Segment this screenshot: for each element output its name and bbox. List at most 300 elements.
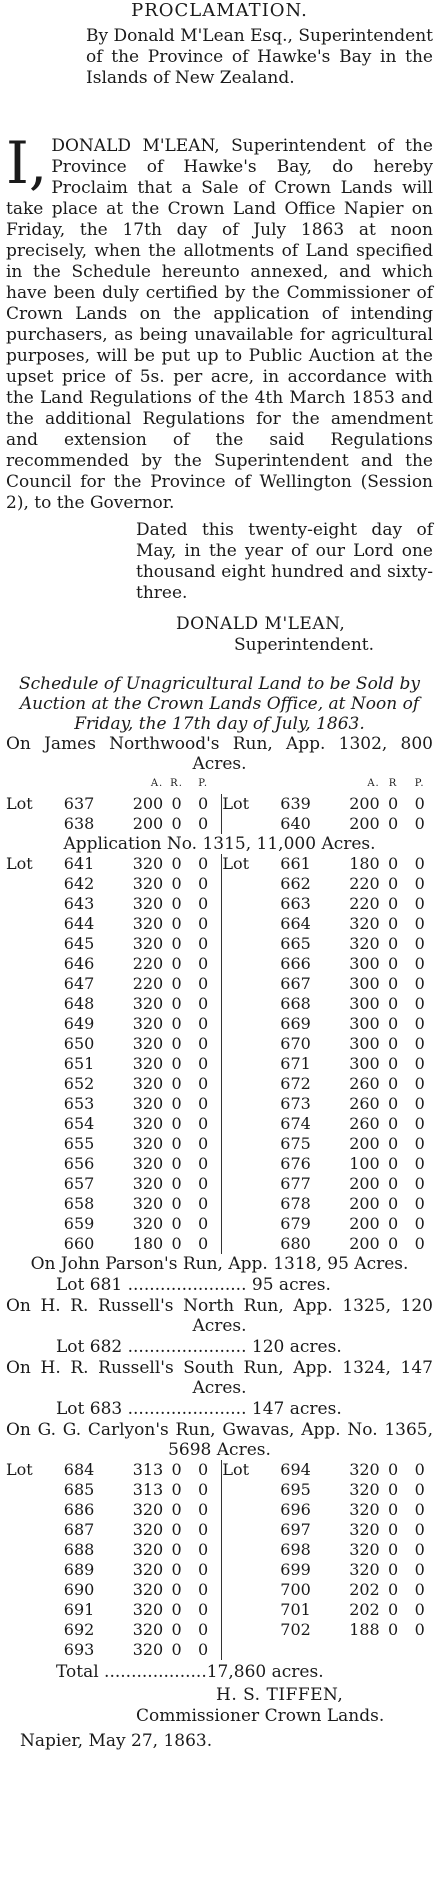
perches-value: 0 (198, 1640, 209, 1659)
table-row (6, 1600, 433, 1620)
perches-value: 0 (198, 1560, 209, 1579)
lot-number: 673 (280, 1094, 311, 1113)
page-title: PROCLAMATION. (131, 0, 308, 21)
perches-value: 0 (198, 1194, 209, 1213)
lot-number: 674 (280, 1114, 311, 1133)
roods-value: 0 (171, 1154, 182, 1173)
roods-value: 0 (387, 1234, 399, 1253)
lot-label (222, 874, 261, 894)
lot-number: 662 (280, 874, 311, 893)
roods-value: 0 (171, 1034, 182, 1053)
perches-value: 0 (414, 1580, 425, 1599)
perches-value: 0 (198, 1234, 209, 1253)
empty-cell (317, 1640, 380, 1660)
lot-label (6, 1580, 45, 1600)
acres-value: 320 (132, 1014, 164, 1033)
lot-number: 691 (63, 1600, 95, 1619)
proclamation-text: DONALD M'LEAN, Superintendent of the Province of Hawke's Bay, do hereby Proclaim that a Sale of Crown Lands will take place at the Crown Land Office Napier on Friday, the 17th day of July 1863 at noon precisely, when the allotments of Land specified in the Schedule hereunto annexed, and which have been duly certified by the Commissioner of Crown Lands on the application of intending purchasers, as being unavailable for agricultural purposes, will be put up to Public Auction at the upset price of 5s. per acre, in accordance with the Land Regulations of the 4th March 1853 and the additional Regulations for the amendment and extension of the said Regulations recommended by the Superintendent and the Council for the Province of Wellington (Session 2), to the Governor. (6, 136, 433, 513)
acres-value: 260 (349, 1114, 380, 1133)
roods-value: 0 (387, 1214, 399, 1233)
lot-number: 678 (280, 1194, 311, 1213)
perches-value: 0 (414, 794, 425, 813)
col-roods-header: R (388, 778, 398, 789)
roods-value: 0 (171, 1194, 182, 1213)
roods-value: 0 (387, 1620, 399, 1639)
perches-value: 0 (414, 1214, 425, 1233)
perches-value: 0 (198, 1500, 209, 1519)
perches-value: 0 (414, 1600, 425, 1619)
roods-value: 0 (171, 1134, 182, 1153)
roods-value: 0 (171, 934, 182, 953)
lot-number: 679 (280, 1214, 311, 1233)
roods-value: 0 (387, 854, 399, 873)
lot-label: Lot (222, 854, 250, 873)
lot-label (222, 814, 261, 834)
roods-value: 0 (387, 1580, 399, 1599)
lot-number: 700 (280, 1580, 311, 1599)
acres-value: 320 (132, 1114, 164, 1133)
roods-value: 0 (171, 1114, 182, 1133)
perches-value: 0 (198, 994, 209, 1013)
table-row (6, 1560, 433, 1580)
roods-value: 0 (387, 874, 399, 893)
lot-number: 645 (63, 934, 95, 953)
table-row (6, 1154, 433, 1174)
roods-value: 0 (171, 1640, 182, 1659)
roods-value: 0 (387, 1540, 399, 1559)
acres-value: 200 (132, 814, 164, 833)
acres-value: 320 (349, 1460, 380, 1479)
lot-number: 650 (63, 1034, 95, 1053)
lot-number: 638 (63, 814, 95, 833)
table-row (6, 1094, 433, 1114)
empty-cell (261, 1640, 317, 1660)
rows-run6 (6, 1460, 433, 1660)
acres-value: 320 (132, 854, 164, 873)
table-row (6, 994, 433, 1014)
roods-value: 0 (387, 1014, 399, 1033)
lot-label (222, 1560, 261, 1580)
lot-number: 644 (63, 914, 95, 933)
acres-value: 320 (132, 1154, 164, 1173)
roods-value: 0 (171, 1540, 182, 1559)
roods-value: 0 (171, 854, 182, 873)
lot-label (222, 1540, 261, 1560)
roods-value: 0 (171, 1600, 182, 1619)
lot-label (6, 954, 45, 974)
lot-number: 672 (280, 1074, 311, 1093)
table-row (6, 1460, 433, 1480)
lot-label (222, 1500, 261, 1520)
acres-value: 260 (349, 1074, 380, 1093)
perches-value: 0 (414, 1620, 425, 1639)
total-line: Total ...................17,860 acres. (56, 1662, 324, 1682)
perches-value: 0 (198, 934, 209, 953)
lot-label (6, 1034, 45, 1054)
acres-value: 320 (132, 1500, 164, 1519)
roods-value: 0 (387, 1094, 399, 1113)
lot-number: 698 (280, 1540, 311, 1559)
table-row (6, 1520, 433, 1540)
roods-value: 0 (387, 1480, 399, 1499)
acres-value: 100 (349, 1154, 380, 1173)
table-row (6, 1540, 433, 1560)
lot-label (222, 954, 261, 974)
lot-number: 676 (280, 1154, 311, 1173)
perches-value: 0 (198, 1114, 209, 1133)
acres-value: 200 (349, 1174, 380, 1193)
lots-table-carlyon (6, 1460, 433, 1660)
acres-value: 320 (132, 1134, 164, 1153)
table-row (6, 1480, 433, 1500)
dated-line: Dated this twenty-eight day of May, in the year of our Lord one thousand eight hundred and sixty-three. (136, 520, 433, 603)
commissioner-role: Commissioner Crown Lands. (136, 1706, 385, 1726)
lot-number: 680 (280, 1234, 311, 1253)
roods-value: 0 (387, 934, 399, 953)
perches-value: 0 (198, 1214, 209, 1233)
acres-value: 320 (349, 1480, 380, 1499)
acres-value: 320 (132, 874, 164, 893)
perches-value: 0 (414, 974, 425, 993)
perches-value: 0 (414, 874, 425, 893)
roods-value: 0 (171, 1580, 182, 1599)
lot-number: 665 (280, 934, 311, 953)
lot-label (6, 1174, 45, 1194)
perches-value: 0 (198, 1054, 209, 1073)
perches-value: 0 (198, 1014, 209, 1033)
table-row (6, 1054, 433, 1074)
lot-number: 643 (63, 894, 95, 913)
lot-number: 688 (63, 1540, 95, 1559)
table-row (6, 954, 433, 974)
acres-value: 300 (349, 1054, 380, 1073)
perches-value: 0 (198, 1520, 209, 1539)
acres-value: 180 (349, 854, 380, 873)
table-row (6, 1234, 433, 1254)
lot-label (6, 1074, 45, 1094)
roods-value: 0 (171, 1234, 182, 1253)
lot-number: 651 (63, 1054, 95, 1073)
acres-value: 200 (349, 794, 380, 813)
lot-number: 689 (63, 1560, 95, 1579)
roods-value: 0 (171, 794, 182, 813)
perches-value: 0 (198, 974, 209, 993)
lots-table-application-1315 (6, 854, 433, 1254)
acres-value: 300 (349, 954, 380, 973)
lot-label (6, 994, 45, 1014)
lot-label (222, 1114, 261, 1134)
lot-label (222, 1034, 261, 1054)
roods-value: 0 (387, 994, 399, 1013)
perches-value: 0 (414, 1194, 425, 1213)
lot-label (6, 1154, 45, 1174)
table-row (6, 1114, 433, 1134)
lot-label (222, 1580, 261, 1600)
lot-label (6, 1600, 45, 1620)
lot-label (222, 994, 261, 1014)
roods-value: 0 (171, 1014, 182, 1033)
lot-label: Lot (6, 854, 33, 873)
acres-value: 320 (132, 1600, 164, 1619)
lot-label (6, 814, 45, 834)
perches-value: 0 (198, 1154, 209, 1173)
roods-value: 0 (387, 1194, 399, 1213)
acres-value: 300 (349, 1034, 380, 1053)
roods-value: 0 (171, 894, 182, 913)
acres-value: 320 (132, 1540, 164, 1559)
perches-value: 0 (198, 874, 209, 893)
lot-label (222, 1134, 261, 1154)
acres-value: 320 (349, 934, 380, 953)
signature-name: DONALD M'LEAN, (176, 614, 346, 634)
table-row (6, 1074, 433, 1094)
acres-value: 320 (349, 914, 380, 933)
perches-value: 0 (414, 1074, 425, 1093)
lot-number: 656 (63, 1154, 95, 1173)
place-date: Napier, May 27, 1863. (20, 1731, 213, 1751)
acres-value: 320 (132, 1174, 164, 1193)
perches-value: 0 (414, 1540, 425, 1559)
lot-label (6, 1014, 45, 1034)
acres-value: 200 (349, 1214, 380, 1233)
lot-number: 658 (63, 1194, 95, 1213)
rows-run1 (6, 794, 433, 834)
perches-value: 0 (414, 894, 425, 913)
lot-number: 666 (280, 954, 311, 973)
roods-value: 0 (171, 1620, 182, 1639)
empty-cell (222, 1640, 261, 1660)
lot-line-682: Lot 682 ...................... 120 acres. (56, 1337, 342, 1357)
perches-value: 0 (414, 934, 425, 953)
roods-value: 0 (387, 1114, 399, 1133)
lot-label (6, 894, 45, 914)
run-heading-russell-south: On H. R. Russell's South Run, App. 1324, 147 Acres. (6, 1358, 433, 1398)
col-perches-header: P. (198, 778, 209, 789)
lot-label (222, 1520, 261, 1540)
perches-value: 0 (198, 814, 209, 833)
roods-value: 0 (387, 974, 399, 993)
lot-label (222, 1214, 261, 1234)
table-row (6, 794, 433, 814)
roods-value: 0 (387, 1560, 399, 1579)
lot-number: 640 (280, 814, 311, 833)
lot-number: 641 (63, 854, 95, 873)
proclamation-body (6, 129, 433, 514)
perches-value: 0 (414, 1094, 425, 1113)
lot-label (222, 894, 261, 914)
table-row (6, 1134, 433, 1154)
lot-label (6, 1194, 45, 1214)
roods-value: 0 (171, 1174, 182, 1193)
roods-value: 0 (387, 1154, 399, 1173)
lot-number: 699 (280, 1560, 311, 1579)
acres-value: 188 (349, 1620, 380, 1639)
lot-number: 696 (280, 1500, 311, 1519)
lot-number: 685 (63, 1480, 95, 1499)
table-row (6, 1580, 433, 1600)
perches-value: 0 (414, 1134, 425, 1153)
acres-value: 300 (349, 994, 380, 1013)
acres-value: 260 (349, 1094, 380, 1113)
table-row (6, 1194, 433, 1214)
roods-value: 0 (171, 1520, 182, 1539)
lot-label: Lot (222, 1460, 250, 1479)
lot-number: 671 (280, 1054, 311, 1073)
perches-value: 0 (198, 1600, 209, 1619)
lot-label (6, 1560, 45, 1580)
table-row (6, 1034, 433, 1054)
lot-label (6, 1500, 45, 1520)
acres-value: 220 (132, 954, 164, 973)
run-heading-russell-north: On H. R. Russell's North Run, App. 1325, 120 Acres. (6, 1296, 433, 1336)
lot-label (6, 1520, 45, 1540)
lot-label (222, 914, 261, 934)
acres-value: 300 (349, 974, 380, 993)
run-heading-parson: On John Parson's Run, App. 1318, 95 Acres. (30, 1254, 409, 1274)
perches-value: 0 (198, 914, 209, 933)
lot-number: 701 (280, 1600, 311, 1619)
lot-label (222, 1194, 261, 1214)
roods-value: 0 (171, 994, 182, 1013)
lot-number: 677 (280, 1174, 311, 1193)
roods-value: 0 (171, 1054, 182, 1073)
lot-label (222, 1074, 261, 1094)
acres-value: 320 (132, 1094, 164, 1113)
roods-value: 0 (171, 954, 182, 973)
acres-value: 200 (132, 794, 164, 813)
acres-value: 300 (349, 1014, 380, 1033)
roods-value: 0 (171, 1560, 182, 1579)
lot-label (6, 1640, 45, 1660)
empty-cell (406, 1640, 433, 1660)
acres-value: 320 (349, 1500, 380, 1519)
roods-value: 0 (387, 894, 399, 913)
perches-value: 0 (414, 1560, 425, 1579)
table-row (6, 1620, 433, 1640)
lot-label (6, 1134, 45, 1154)
roods-value: 0 (171, 914, 182, 933)
lot-number: 664 (280, 914, 311, 933)
lot-label (6, 1234, 45, 1254)
acres-value: 320 (132, 1034, 164, 1053)
lot-number: 637 (63, 794, 95, 813)
table-row (6, 874, 433, 894)
lot-number: 669 (280, 1014, 311, 1033)
signature-block (176, 614, 433, 656)
lot-number: 639 (280, 794, 311, 813)
roods-value: 0 (171, 1214, 182, 1233)
perches-value: 0 (198, 1620, 209, 1639)
acres-value: 200 (349, 1194, 380, 1213)
perches-value: 0 (414, 914, 425, 933)
perches-value: 0 (198, 1460, 209, 1479)
acres-value: 200 (349, 1234, 380, 1253)
lot-label: Lot (222, 794, 250, 813)
acres-value: 320 (349, 1560, 380, 1579)
lot-number: 693 (63, 1640, 95, 1659)
perches-value: 0 (198, 1480, 209, 1499)
acres-value: 202 (349, 1600, 380, 1619)
acres-value: 320 (132, 914, 164, 933)
lot-number: 657 (63, 1174, 95, 1193)
acres-value: 180 (132, 1234, 164, 1253)
lot-number: 697 (280, 1520, 311, 1539)
perches-value: 0 (414, 854, 425, 873)
acres-value: 200 (349, 814, 380, 833)
table-row (6, 814, 433, 834)
perches-value: 0 (198, 1540, 209, 1559)
acres-value: 320 (132, 1074, 164, 1093)
col-acres-header: A. (367, 778, 380, 789)
table-row (6, 914, 433, 934)
table-row (6, 894, 433, 914)
roods-value: 0 (387, 1500, 399, 1519)
drop-cap: I, (6, 129, 48, 197)
roods-value: 0 (171, 974, 182, 993)
lot-number: 695 (280, 1480, 311, 1499)
acres-value: 202 (349, 1580, 380, 1599)
roods-value: 0 (387, 1600, 399, 1619)
perches-value: 0 (198, 1074, 209, 1093)
lot-line-683: Lot 683 ...................... 147 acres. (56, 1399, 342, 1419)
lot-number: 642 (63, 874, 95, 893)
perches-value: 0 (198, 1134, 209, 1153)
signature-role: Superintendent. (234, 635, 375, 655)
acres-value: 220 (349, 894, 380, 913)
lot-number: 646 (63, 954, 95, 973)
roods-value: 0 (171, 814, 182, 833)
lot-label (222, 1054, 261, 1074)
lot-label (222, 974, 261, 994)
lot-label (6, 934, 45, 954)
lot-label (222, 1154, 261, 1174)
roods-value: 0 (387, 814, 399, 833)
perches-value: 0 (414, 1014, 425, 1033)
perches-value: 0 (198, 1034, 209, 1053)
perches-value: 0 (198, 894, 209, 913)
perches-value: 0 (414, 954, 425, 973)
lot-label (6, 1214, 45, 1234)
lot-number: 687 (63, 1520, 95, 1539)
perches-value: 0 (414, 1460, 425, 1479)
acres-value: 220 (132, 974, 164, 993)
roods-value: 0 (171, 1480, 182, 1499)
acres-value: 313 (132, 1460, 164, 1479)
table-row (6, 1640, 433, 1660)
acres-value: 320 (132, 894, 164, 913)
col-acres-header: A. (150, 778, 164, 789)
run-heading-application-1315: Application No. 1315, 11,000 Acres. (63, 834, 376, 854)
perches-value: 0 (414, 1034, 425, 1053)
roods-value: 0 (387, 1034, 399, 1053)
lot-label (6, 1114, 45, 1134)
acres-value: 320 (132, 1054, 164, 1073)
acres-value: 320 (132, 1620, 164, 1639)
lot-label (222, 1174, 261, 1194)
lot-label (6, 1540, 45, 1560)
acres-value: 320 (132, 1560, 164, 1579)
acres-value: 320 (132, 1580, 164, 1599)
roods-value: 0 (171, 1500, 182, 1519)
lot-number: 684 (63, 1460, 95, 1479)
roods-value: 0 (171, 1074, 182, 1093)
lots-table-northwood (6, 774, 433, 834)
acres-value: 313 (132, 1480, 164, 1499)
lot-number: 694 (280, 1460, 311, 1479)
lot-number: 647 (63, 974, 95, 993)
lot-number: 686 (63, 1500, 95, 1519)
lot-number: 659 (63, 1214, 95, 1233)
